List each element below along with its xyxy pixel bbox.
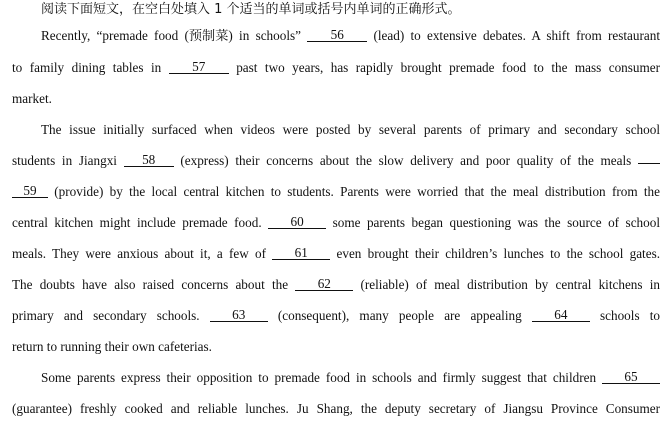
passage-line (12, 339, 212, 355)
answer-blank[interactable]: 65 (602, 370, 660, 384)
answer-blank[interactable]: 62 (295, 277, 353, 291)
passage-text: return to running their own cafeterias. (12, 339, 212, 354)
passage-line (12, 215, 660, 231)
answer-blank[interactable]: 61 (272, 246, 330, 260)
passage-text: (lead) to extensive debates. A shift from restaurant (367, 28, 660, 43)
passage-line (12, 91, 52, 107)
passage-text: (express) their concerns about the slow delivery and poor quality of the meals (173, 153, 638, 168)
answer-blank[interactable]: 56 (307, 28, 367, 42)
answer-blank[interactable]: 63 (210, 308, 268, 322)
passage-text: to family dining tables in (12, 60, 169, 75)
instruction: 阅读下面短文，在空白处填入 1 个适当的单词或括号内单词的正确形式。 (41, 2, 461, 17)
passage-line (41, 370, 660, 386)
passage-line (41, 28, 660, 44)
passage-line (41, 122, 660, 138)
passage-text: The doubts have also raised concerns about the (12, 277, 296, 292)
passage-text: some parents began questioning was the source of school (326, 215, 660, 230)
passage-text: Recently, “premade food (预制菜) in schools” (41, 28, 308, 43)
answer-blank[interactable]: 59 (12, 184, 48, 198)
passage-text: past two years, has rapidly brought premade food to the mass consumer (228, 60, 660, 75)
passage-line (12, 277, 660, 293)
passage-line (12, 60, 660, 76)
answer-blank[interactable]: 60 (268, 215, 326, 229)
passage-text: The issue initially surfaced when videos were posted by several parents of primary and secondary school (41, 122, 660, 137)
passage-text: even brought their children’s lunches to the school gates. (330, 246, 660, 261)
passage-line (12, 246, 660, 262)
passage-text: (reliable) of meal distribution by central kitchens in (353, 277, 660, 292)
answer-blank[interactable]: 57 (169, 60, 229, 74)
passage-text: schools to (589, 308, 660, 323)
answer-blank[interactable]: 64 (532, 308, 590, 322)
passage-line (12, 308, 660, 324)
passage-text: (consequent), many people are appealing (267, 308, 532, 323)
passage-text: students in Jiangxi (12, 153, 124, 168)
passage-text: market. (12, 91, 52, 106)
passage-text: primary and secondary schools. (12, 308, 210, 323)
passage-text: meals. They were anxious about it, a few of (12, 246, 273, 261)
passage-text: central kitchen might include premade food. (12, 215, 269, 230)
passage-line (12, 401, 660, 417)
passage-line (12, 184, 660, 200)
passage-line (12, 153, 660, 169)
passage-text: (provide) by the local central kitchen to students. Parents were worried that the meal distribution from the (48, 184, 660, 199)
passage-text: (guarantee) freshly cooked and reliable lunches. Ju Shang, the deputy secretary of Jiangsu Province Consumer (12, 401, 660, 416)
passage-text: Some parents express their opposition to premade food in schools and firmly suggest that children (41, 370, 602, 385)
answer-blank[interactable]: 58 (124, 153, 174, 167)
answer-blank[interactable] (638, 163, 660, 164)
